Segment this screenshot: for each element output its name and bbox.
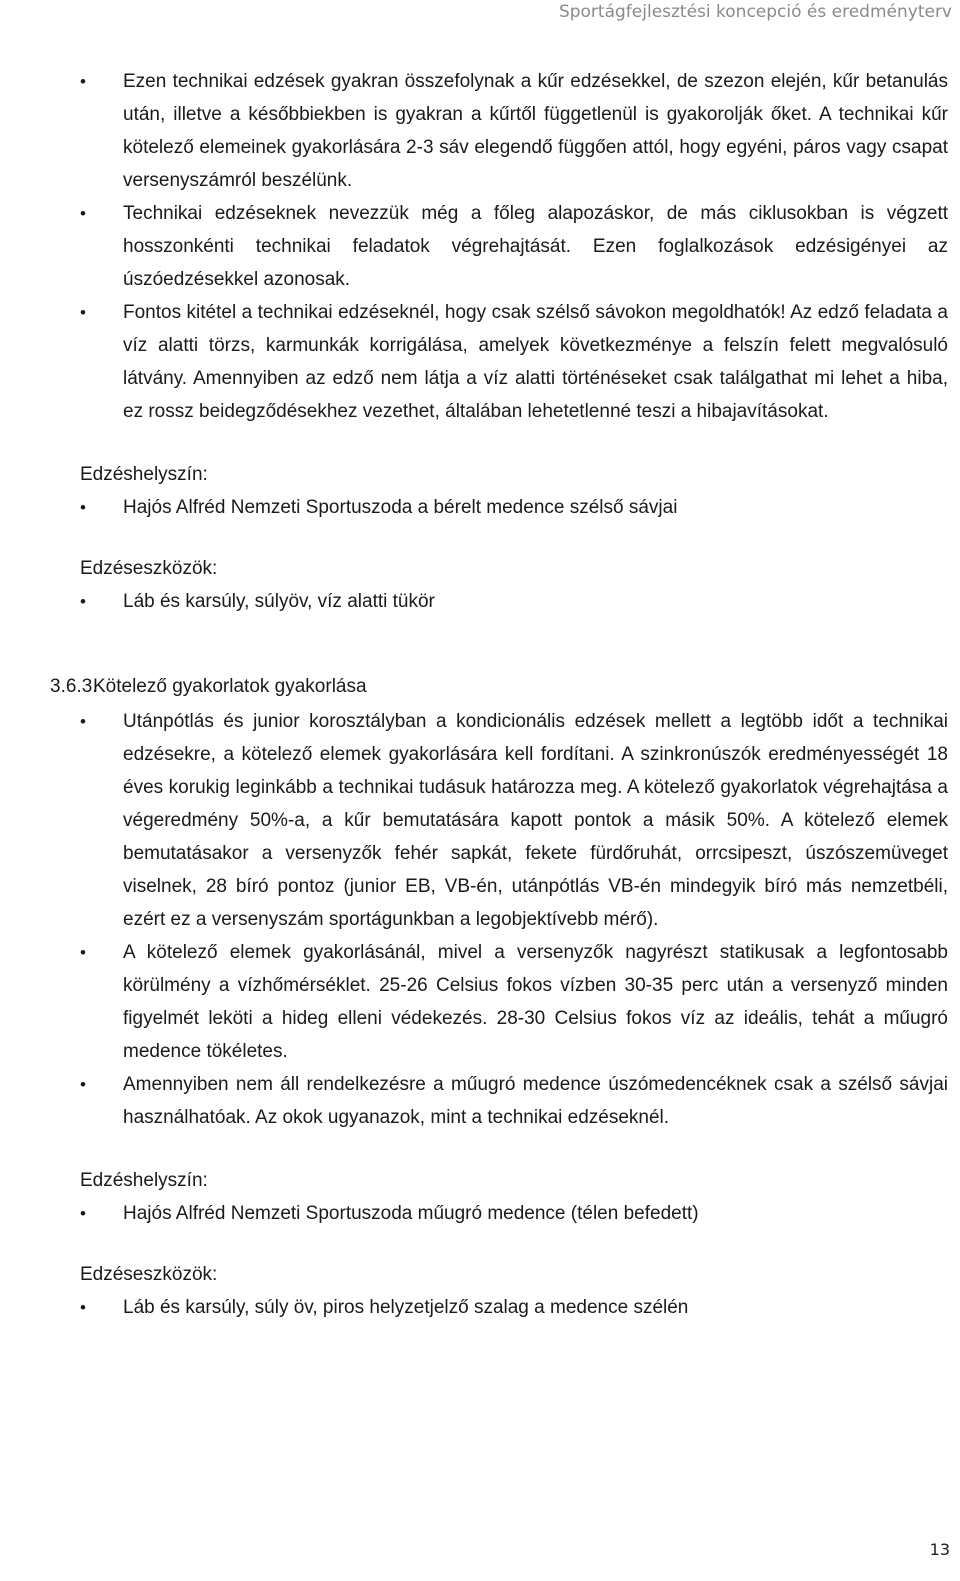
tools-list [80, 585, 948, 618]
tools-list [80, 1291, 948, 1324]
tools-label: Edzéseszközök: [80, 1264, 218, 1285]
technical-training-list [80, 65, 948, 428]
running-header: Sportágfejlesztési koncepció és eredményterv [558, 2, 952, 22]
venue-label: Edzéshelyszín: [80, 464, 208, 485]
venue-list [80, 491, 948, 524]
venue-list [80, 1197, 948, 1230]
list-item: • Utánpótlás és junior korosztályban a kondicionális edzések mellett a legtöbb időt a technikai edzésekre, a kötelező elemek gyakorlására kell fordítani. A szinkronúszók eredményességét 18 éves korukig leginkább a technikai tudásuk határozza meg. A kötelező gyakorlatok végrehajtása a végeredmény 50%-a, a kűr bemutatására kapott pontok a másik 50%. A kötelező elemek bemutatásakor a versenyzők fehér sapkát, fekete fürdőruhát, orrcsipeszt, úszószemüveget viselnek, 28 bíró pontoz (junior EB, VB-én, utánpótlás VB-én mindegyik bíró más nemzetbéli, ezért ez a versenyszám sportágunkban a legobjektívebb mérő). [80, 705, 948, 936]
list-item: • Hajós Alfréd Nemzeti Sportuszoda műugró medence (télen befedett) [80, 1197, 948, 1230]
list-item: • Amennyiben nem áll rendelkezésre a műugró medence úszómedencéknek csak a szélső sávjai használhatóak. Az okok ugyanazok, mint a technikai edzéseknél. [80, 1068, 948, 1134]
list-item: • Fontos kitétel a technikai edzéseknél, hogy csak szélső sávokon megoldhatók! Az edző feladata a víz alatti törzs, karmunkák korrigálása, amelyek következménye a felszín felett megvalósuló látvány. Amennyiben az edző nem látja a víz alatti történéseket csak találgathat mi lehet a hiba, ez rossz beidegződésekhez vezethet, általában lehetetlenné teszi a hibajavításokat. [80, 296, 948, 428]
section-title: Kötelező gyakorlatok gyakorlása [93, 676, 367, 697]
tools-label: Edzéseszközök: [80, 558, 218, 579]
mandatory-figures-list [80, 705, 948, 1134]
section-heading [50, 670, 948, 703]
list-item: • Láb és karsúly, súlyöv, víz alatti tükör [80, 585, 948, 618]
list-item: • Láb és karsúly, súly öv, piros helyzetjelző szalag a medence szélén [80, 1291, 948, 1324]
section-number: 3.6.3. [50, 676, 98, 697]
list-item: • Hajós Alfréd Nemzeti Sportuszoda a bérelt medence szélső sávjai [80, 491, 948, 524]
list-item: • A kötelező elemek gyakorlásánál, mivel a versenyzők nagyrészt statikusak a legfontosabb körülmény a vízhőmérséklet. 25-26 Celsius fokos vízben 30-35 perc után a versenyző minden figyelmét leköti a hideg elleni védekezés. 28-30 Celsius fokos víz az ideális, tehát a műugró medence tökéletes. [80, 936, 948, 1068]
document-body [50, 65, 948, 1324]
list-item: • Technikai edzéseknek nevezzük még a főleg alapozáskor, de más ciklusokban is végzett hosszonkénti technikai feladatok végrehajtását. Ezen foglalkozások edzésigényei az úszóedzésekkel azonosak. [80, 197, 948, 296]
list-item: • Ezen technikai edzések gyakran összefolynak a kűr edzésekkel, de szezon elején, kűr betanulás után, illetve a későbbiekben is gyakran a kűrtől függetlenül is gyakorolják őket. A technikai kűr kötelező elemeinek gyakorlására 2-3 sáv elegendő függően attól, hogy egyéni, páros vagy csapat versenyszámról beszélünk. [80, 65, 948, 197]
venue-label: Edzéshelyszín: [80, 1170, 208, 1191]
page-number: 13 [929, 1540, 950, 1559]
